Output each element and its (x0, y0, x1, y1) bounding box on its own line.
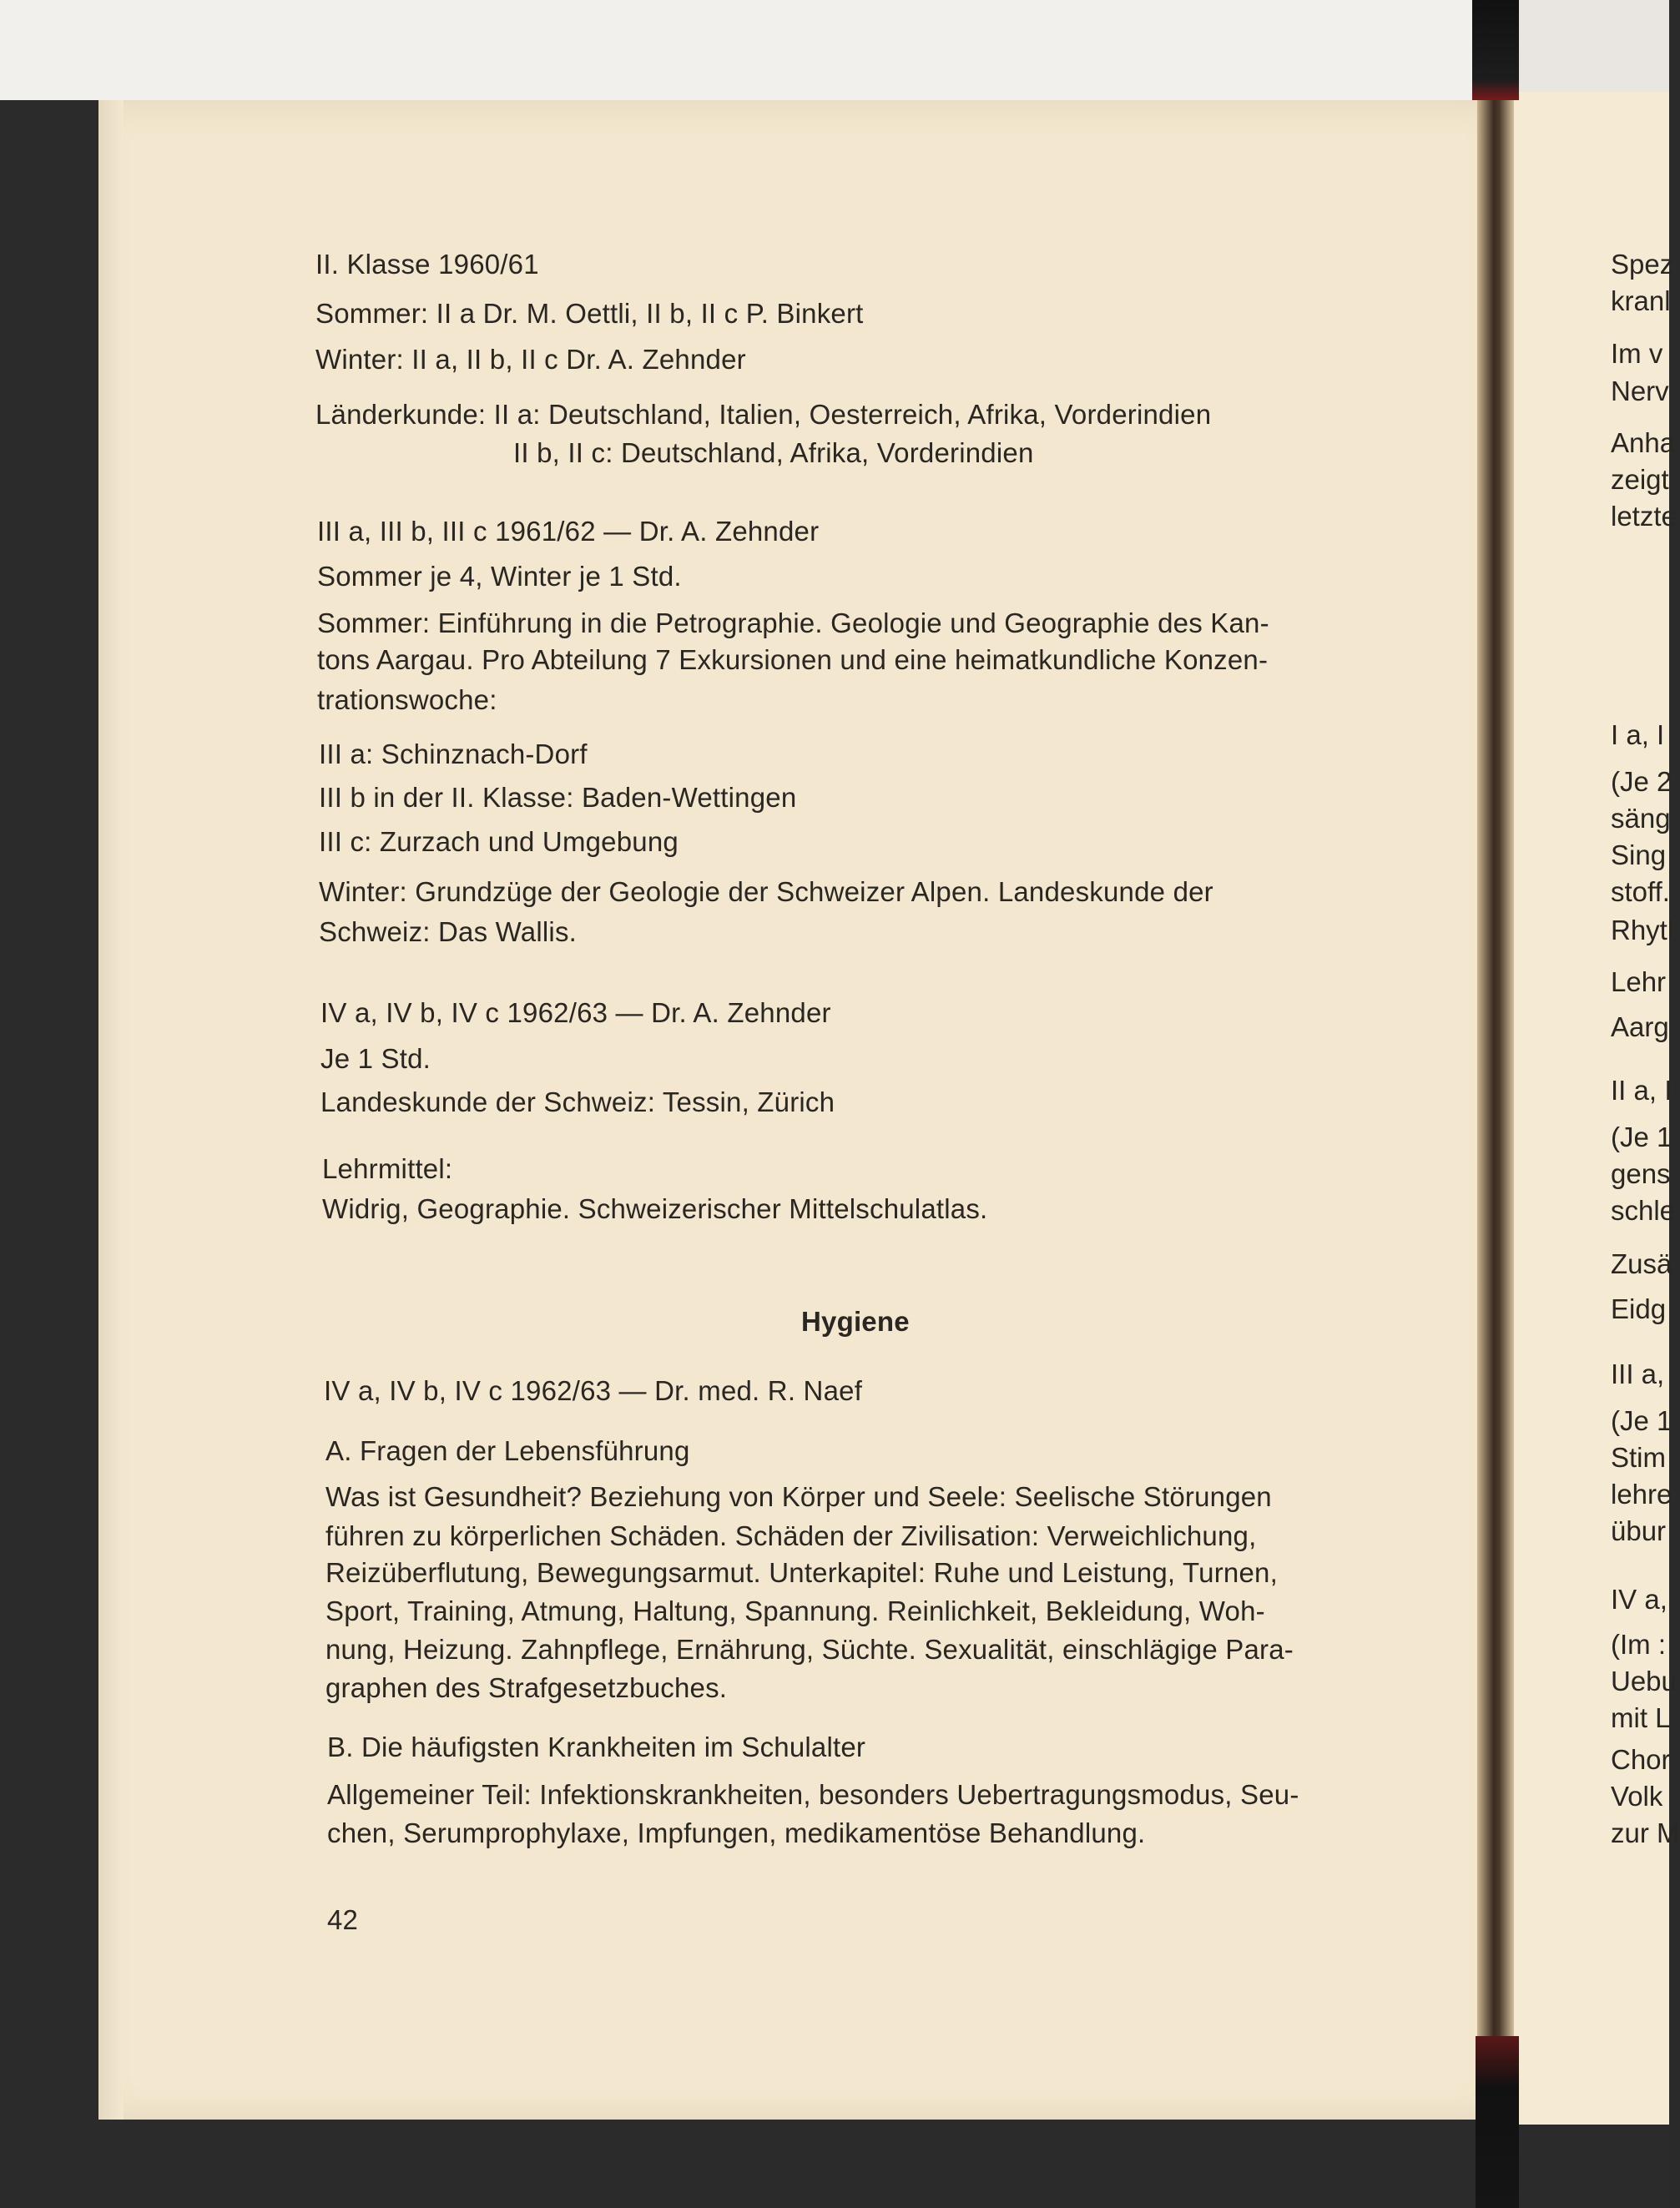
right-fragment: letzte (1611, 501, 1677, 532)
line-sommer-teachers: Sommer: II a Dr. M. Oettli, II b, II c P. Binkert (315, 298, 864, 329)
line-landeskunde-iv: Landeskunde der Schweiz: Tessin, Zürich (320, 1086, 835, 1117)
right-fragment: (Je 2 (1611, 766, 1672, 797)
line-iii-c-place: III c: Zurzach und Umgebung (319, 826, 679, 857)
right-fragment: Uebu (1611, 1666, 1677, 1696)
right-fragment: II a, I (1611, 1075, 1672, 1106)
line-iii-a-place: III a: Schinznach-Dorf (319, 739, 588, 769)
line-lehrmittel-label: Lehrmittel: (322, 1153, 453, 1184)
right-fragment: schle (1611, 1195, 1676, 1226)
line-laenderkunde-b: II b, II c: Deutschland, Afrika, Vorderindien (513, 437, 1034, 468)
right-fragment: Nerv (1611, 376, 1669, 406)
line-class-iv-heading: IV a, IV b, IV c 1962/63 — Dr. A. Zehnder (320, 997, 831, 1028)
right-fragment: übur (1611, 1515, 1667, 1546)
line-class-heading: II. Klasse 1960/61 (315, 249, 539, 280)
line-hygiene-b-2: chen, Serumprophylaxe, Impfungen, medikamentöse Behandlung. (327, 1817, 1146, 1848)
right-fragment: Sing (1611, 839, 1667, 870)
line-hygiene-a-2: führen zu körperlichen Schäden. Schäden der Zivilisation: Verweichlichung, (325, 1520, 1257, 1551)
scan-background (0, 0, 1669, 100)
right-fragment: Chor (1611, 1744, 1671, 1775)
right-fragment: Im v (1611, 338, 1663, 369)
right-fragment: Lehr (1611, 966, 1667, 997)
line-winter-teachers: Winter: II a, II b, II c Dr. A. Zehnder (315, 344, 746, 375)
line-hygiene-a-3: Reizüberflutung, Bewegungsarmut. Unterkapitel: Ruhe und Leistung, Turnen, (325, 1557, 1278, 1588)
spine-top (1472, 0, 1519, 100)
book-gutter (1477, 83, 1514, 2136)
line-hours-iv: Je 1 Std. (320, 1043, 431, 1074)
line-hygiene-a-1: Was ist Gesundheit? Beziehung von Körper und Seele: Seelische Störungen (325, 1481, 1272, 1512)
right-fragment: Spez (1611, 249, 1674, 280)
right-fragment: (Je 1 (1611, 1405, 1672, 1436)
line-hygiene-a-5: nung, Heizung. Zahnpflege, Ernährung, Süchte. Sexualität, einschlägige Para- (325, 1634, 1294, 1665)
right-fragment: Aarg (1611, 1011, 1669, 1042)
line-sommer-iii-2: tons Aargau. Pro Abteilung 7 Exkursionen und eine heimatkundliche Konzen- (317, 644, 1269, 675)
right-fragment: Stim (1611, 1442, 1666, 1473)
right-fragment: Eidg (1611, 1293, 1667, 1324)
right-fragment: I a, I (1611, 719, 1665, 750)
line-sommer-iii-3: trationswoche: (317, 684, 497, 715)
line-sommer-iii-1: Sommer: Einführung in die Petrographie. Geologie und Geographie des Kan- (317, 607, 1269, 638)
right-fragment: (Im : (1611, 1629, 1666, 1660)
right-fragment: Zusä (1611, 1248, 1672, 1279)
line-iii-b-place: III b in der II. Klasse: Baden-Wettingen (319, 782, 797, 813)
line-lehrmittel-value: Widrig, Geographie. Schweizerischer Mittelschulatlas. (322, 1193, 988, 1224)
line-hygiene-a-4: Sport, Training, Atmung, Haltung, Spannung. Reinlichkeit, Bekleidung, Woh- (325, 1596, 1265, 1626)
line-hygiene-a-6: graphen des Strafgesetzbuches. (325, 1672, 728, 1703)
right-fragment: (Je 1 (1611, 1122, 1672, 1152)
right-fragment: zur M (1611, 1817, 1680, 1848)
right-fragment: Anha (1611, 427, 1676, 458)
right-fragment: säng (1611, 803, 1671, 834)
spine-bottom (1476, 2036, 1519, 2208)
right-fragment: zeigt (1611, 464, 1669, 495)
section-title-hygiene: Hygiene (801, 1306, 910, 1337)
left-page-edge (98, 100, 124, 2120)
right-fragment: Rhytl (1611, 915, 1674, 945)
line-hours-iii: Sommer je 4, Winter je 1 Std. (317, 561, 682, 592)
right-fragment: kranl (1611, 285, 1671, 316)
line-class-iii-heading: III a, III b, III c 1961/62 — Dr. A. Zehnder (317, 516, 820, 547)
right-fragment: IV a, (1611, 1584, 1667, 1615)
right-fragment: Volk (1611, 1781, 1663, 1812)
line-hygiene-a-heading: A. Fragen der Lebensführung (325, 1435, 690, 1466)
line-hygiene-class: IV a, IV b, IV c 1962/63 — Dr. med. R. Naef (324, 1375, 863, 1406)
right-fragment: mit L (1611, 1702, 1671, 1733)
line-winter-iii-2: Schweiz: Das Wallis. (319, 916, 578, 947)
line-laenderkunde-a: Länderkunde: II a: Deutschland, Italien, Oesterreich, Afrika, Vorderindien (315, 399, 1212, 430)
page-number: 42 (327, 1904, 359, 1935)
right-fragment: III a, (1611, 1359, 1665, 1389)
line-hygiene-b-1: Allgemeiner Teil: Infektionskrankheiten, besonders Uebertragungsmodus, Seu- (327, 1779, 1299, 1810)
line-hygiene-b-heading: B. Die häufigsten Krankheiten im Schulalter (327, 1732, 866, 1762)
right-fragment: stoff. (1611, 876, 1670, 907)
line-winter-iii-1: Winter: Grundzüge der Geologie der Schweizer Alpen. Landeskunde der (319, 876, 1213, 907)
right-fragment: lehre (1611, 1479, 1672, 1510)
right-fragment: gens (1611, 1158, 1671, 1189)
